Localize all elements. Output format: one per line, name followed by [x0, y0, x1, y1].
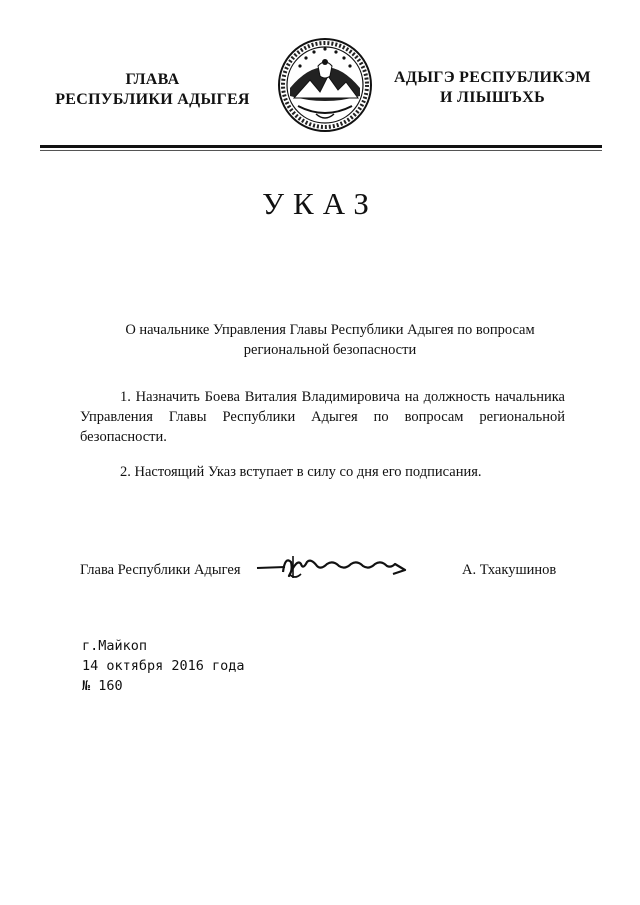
- document-title: УКАЗ: [262, 186, 378, 221]
- signatory-name: А. Тхакушинов: [462, 562, 557, 578]
- header-divider-thin: [40, 150, 602, 151]
- footer-number: № 160: [82, 678, 123, 694]
- header-right-line2: И ЛІЫШЪХЬ: [440, 89, 545, 106]
- header-right: [380, 68, 605, 108]
- footer-city: г.Майкоп: [82, 638, 148, 654]
- header-left: [40, 70, 265, 110]
- header-left-line2: РЕСПУБЛИКИ АДЫГЕЯ: [55, 91, 250, 108]
- footer-date: 14 октября 2016 года: [82, 658, 245, 674]
- header-right-line1: АДЫГЭ РЕСПУБЛИКЭМ: [394, 69, 591, 86]
- handwritten-signature-icon: [255, 548, 410, 583]
- decree-footer: [82, 636, 245, 696]
- decree-paragraph-2: 2. Настоящий Указ вступает в силу со дня его подписания.: [120, 464, 482, 480]
- decree-subject: О начальнике Управления Главы Республики Адыгея по вопросам региональной безопасности: [125, 322, 535, 358]
- header-left-line1: ГЛАВА: [125, 71, 180, 88]
- coat-of-arms-icon: [276, 36, 374, 134]
- signatory-role: Глава Республики Адыгея: [80, 562, 241, 578]
- decree-paragraph-1: 1. Назначить Боева Виталия Владимировича на должность начальника Управления Главы Республики Адыгея по вопросам региональной безопасности.: [80, 389, 565, 445]
- header-divider-thick: [40, 145, 602, 148]
